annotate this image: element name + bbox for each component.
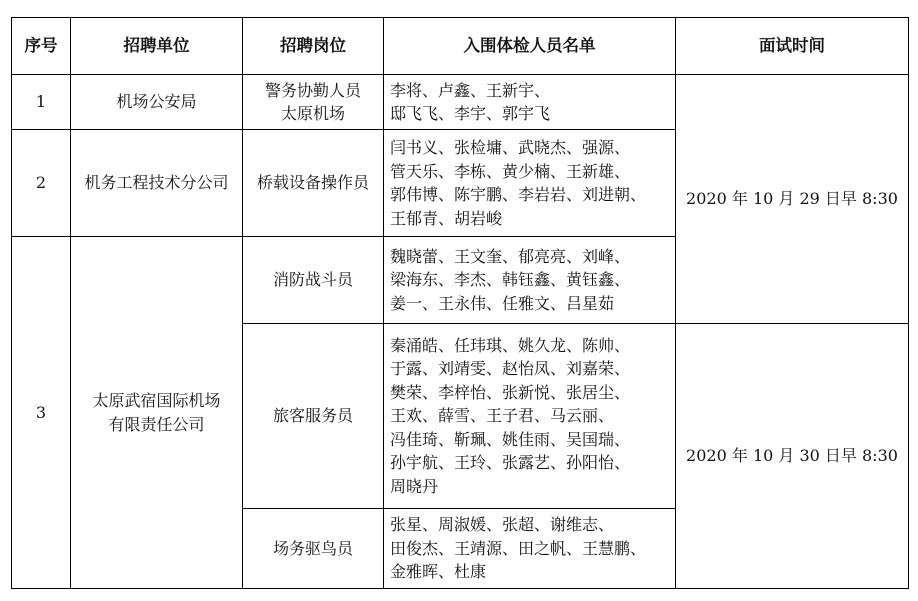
header-position: 招聘岗位 (243, 18, 384, 75)
row-index: 2 (12, 130, 71, 237)
interview-time-second: 2020 年 10 月 30 日早 8:30 (676, 324, 909, 589)
row-names (384, 75, 676, 130)
row-names (384, 324, 676, 509)
row-index: 3 (12, 237, 71, 589)
header-row (12, 18, 909, 75)
names-line: 孙宇航、王玲、张露艺、孙阳怡、 (390, 453, 631, 473)
table-row (12, 75, 909, 130)
names-line: 姜一、王永伟、任雅文、吕星茹 (390, 293, 615, 313)
header-unit: 招聘单位 (71, 18, 243, 75)
row-index: 1 (12, 75, 71, 130)
position-line: 桥载设备操作员 (256, 173, 369, 193)
names-line: 管天乐、李栋、黄少楠、王新雄、 (390, 161, 631, 181)
names-line: 冯佳琦、靳珮、姚佳雨、吴国瑞、 (390, 429, 631, 449)
names-line: 金雅晖、杜康 (390, 562, 487, 582)
names-line: 于露、刘靖雯、赵怡凤、刘嘉荣、 (390, 359, 631, 379)
names-line: 樊荣、李梓怡、张新悦、张居尘、 (390, 382, 631, 402)
names-line: 秦涌皓、任玮琪、姚久龙、陈帅、 (390, 335, 631, 355)
unit-line: 太原武宿国际机场 (92, 391, 221, 410)
row-position (243, 75, 384, 130)
names-line: 田俊杰、王靖源、田之帆、王慧鹏、 (390, 538, 647, 558)
names-line: 郭伟博、陈宇鹏、李岩岩、刘进朝、 (390, 185, 647, 204)
row-names (384, 237, 676, 324)
names-line: 魏晓蕾、王文奎、郁亮亮、刘峰、 (390, 246, 631, 266)
names-line: 周晓丹 (390, 476, 439, 496)
row-position: 旅客服务员 (243, 324, 384, 509)
position-line: 太原机场 (280, 104, 345, 123)
names-line: 张星、周淑媛、张超、谢维志、 (390, 515, 615, 535)
header-names: 入围体检人员名单 (384, 18, 676, 75)
row-position: 场务驱鸟员 (243, 509, 384, 589)
interview-time-first: 2020 年 10 月 29 日早 8:30 (676, 75, 909, 324)
names-line: 闫书义、张检墉、武晓杰、强源、 (390, 138, 631, 157)
unit-line: 有限责任公司 (108, 414, 205, 434)
row-position: 消防战斗员 (243, 237, 384, 324)
names-line: 王欢、薛雪、王子君、马云丽、 (390, 406, 615, 426)
names-line: 李将、卢鑫、王新宇、 (390, 80, 551, 100)
names-line: 邸飞飞、李宇、郭宇飞 (390, 104, 551, 123)
names-line: 梁海东、李杰、韩钰鑫、黄钰鑫、 (390, 270, 631, 290)
row-position (243, 130, 384, 237)
row-unit: 机场公安局 (71, 75, 243, 130)
row-names (384, 130, 676, 237)
header-time: 面试时间 (676, 18, 909, 75)
position-line: 警务协勤人员 (264, 80, 361, 100)
row-unit (71, 237, 243, 589)
header-index: 序号 (12, 18, 71, 75)
row-unit: 机务工程技术分公司 (71, 130, 243, 237)
row-names (384, 509, 676, 589)
candidate-table (11, 17, 909, 589)
names-line: 王郁青、胡岩峻 (390, 208, 503, 228)
